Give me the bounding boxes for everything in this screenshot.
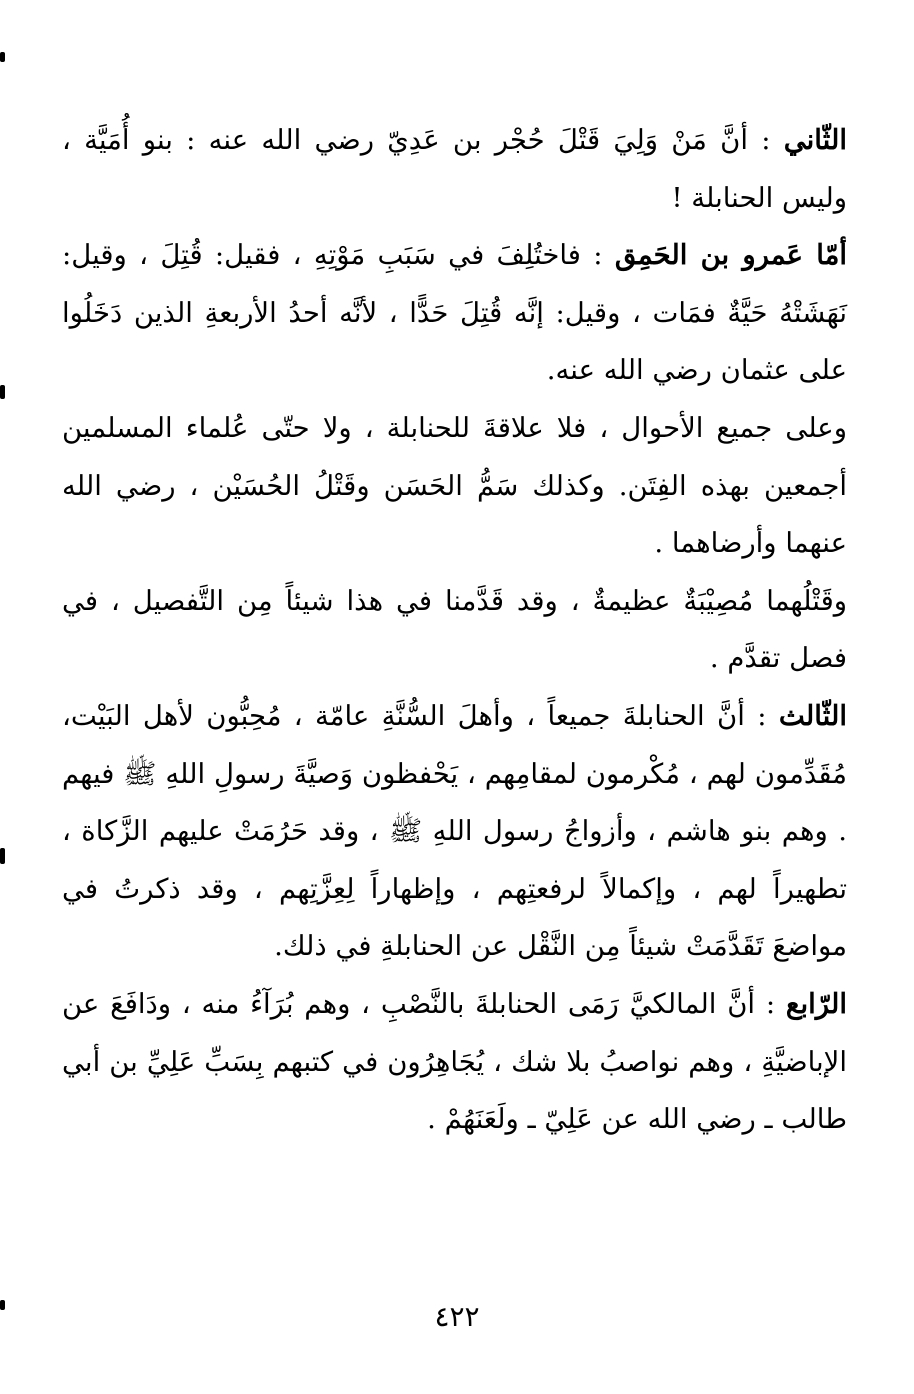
paragraph-text: : أنَّ الحنابلةَ جميعاً ، وأهلَ السُّنَّةِ عامّة ، مُحِبُّون لأهل البَيْت، مُقَدِّمون لهم ، مُكْرمون لمقامِهم ، يَحْفظون وَصيَّةَ رسولِ اللهِ ﷺ فيهم . وهم بنو هاشم ، وأزواجُ رسول اللهِ ﷺ ، وقد حَرُمَتْ عليهم الزَّكاة ، تطهيراً لهم ، وإكمالاً لرفعتِهم ، وإظهاراً لِعِزَّتِهم ، وقد ذكرتُ في مواضعَ تَقَدَّمَتْ شيئاً مِن النَّقْل عن الحنابلةِ في ذلك. [62,699,847,963]
paragraph-great-calamity [62,573,847,688]
scan-edge-mark [0,52,5,62]
paragraph-third-point [62,688,847,976]
paragraph-heading: الثّالث [778,699,847,732]
paragraph-heading: أمّا عَمرو بن الحَمِق [614,239,847,272]
paragraph-text: وقَتْلُهما مُصِيْبَةٌ عظيمةٌ ، وقد قَدَّمنا في هذا شيئاً مِن التَّفصيل ، في فصل تقدَّم . [62,584,847,675]
paragraph-text: : أنَّ مَنْ وَلِيَ قَتْلَ حُجْر بن عَدِيّ رضي الله عنه : بنو أُمَيَّة ، وليس الحنابلة ! [62,124,847,214]
scan-edge-mark [0,848,5,864]
paragraph-second-point [62,112,847,227]
paragraph-text: وعلى جميع الأحوال ، فلا علاقةَ للحنابلة ، ولا حتّى عُلماء المسلمين أجمعين بهذه الفِتَن. وكذلك سَمُّ الحَسَن وقَتْلُ الحُسَيْن ، رضي الله عنهما وأرضاهما . [62,411,847,560]
paragraph-heading: الرّابع [785,987,847,1020]
scan-edge-mark [0,385,5,399]
paragraph-heading: الثّاني [783,124,847,156]
paragraph-text: : فاختُلِفَ في سَبَبِ مَوْتِهِ ، فقيل: قُتِلَ ، وقيل: نَهَشَتْهُ حَيَّةٌ فمَات ، وقيل: إنَّه قُتِلَ حَدًّا ، لأنَّه أحدُ الأربعةِ الذين دَخَلُوا على عثمان رضي الله عنه. [62,239,847,387]
page-number: ٤٢٢ [434,1300,480,1333]
body-text [62,112,847,1149]
paragraph-text: : أنَّ المالكيَّ رَمَى الحنابلةَ بالنَّصْبِ ، وهم بُرَآءُ منه ، ودَافَعَ عن الإباضيَّةِ ، وهم نواصبُ بلا شك ، يُجَاهِرُون في كتبهم بِسَبِّ عَلِيِّ بن أبي طالب ـ رضي الله عن عَلِيّ ـ ولَعَنَهُمْ . [62,987,847,1136]
paragraph-fourth-point [62,976,847,1149]
paragraph-amr-ibn-hamiq [62,227,847,400]
paragraph-all-cases [62,400,847,573]
